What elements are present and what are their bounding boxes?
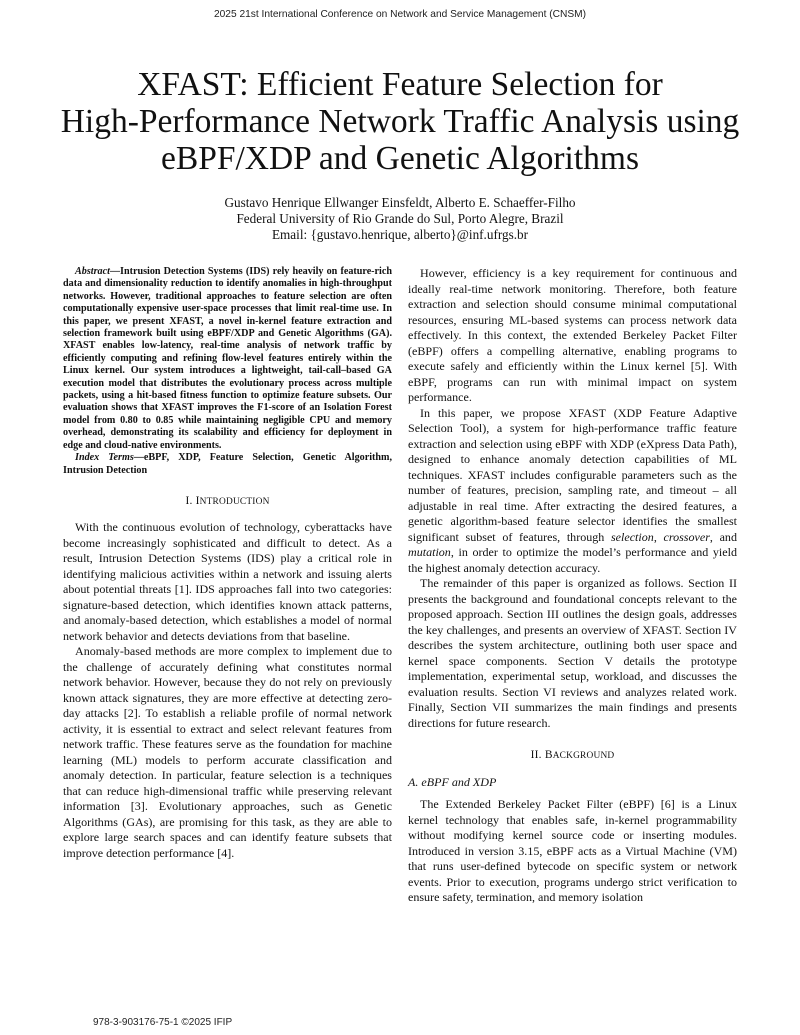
title-line-1: XFAST: Efficient Feature Selection for — [137, 66, 663, 103]
intro-paragraph-4: In this paper, we propose XFAST (XDP Feature Adaptive Selection Tool), a system for high-performance traffic feature extraction and selection using eBPF with XDP (eXpress Data Path), designed to enhance anomaly detection capabilities of ML techniques. XFAST includes configurable parameters such as the number of features, precision, sampling rate, and timeout – all adjustable in real time. After extracting the desired features, a genetic algorithm-based feature selector identifies the smallest significant subset of features, through selection, crossover, and mutation, in order to optimize the model’s performance and yield the highest anomaly detection accuracy. — [408, 405, 737, 575]
intro-paragraph-3: However, efficiency is a key requirement for continuous and ideally real-time network monitoring. Therefore, both feature extraction and selection should consume minimal computational resources, ensuring ML-based systems can process network data effectively. In this context, the extended Berkeley Packet Filter (eBPF) offers a compelling alternative, enabling programs to execute safely and efficiently within the Linux kernel [5]. With eBPF, programs can run with minimal impact on system performance. — [408, 266, 737, 404]
index-terms-label: Index Terms — [75, 452, 134, 464]
author-affiliation: Federal University of Rio Grande do Sul, Porto Alegre, Brazil — [236, 211, 564, 226]
paper-title — [40, 66, 760, 177]
intro-paragraph-2: Anomaly-based methods are more complex to implement due to the challenge of accurately defining what constitutes normal network behavior. However, because they do not rely on previously known attack signatures, they are more effective at detecting zero-day attacks [2]. To establish a reliable profile of normal network activity, it is essential to extract and select relevant features from network traffic. These features serve as the foundation for machine learning (ML) models to perform accurate classification and anomaly detection. In particular, feature selection is a techniques that can reduce high-dimensional traffic while preserving relevant information [3]. Evolutionary approaches, such as Genetic Algorithms (GAs), are promising for this task, as they are able to explore large search spaces and can identify feature subsets that improve detection performance [4]. — [63, 644, 392, 860]
section-heading-introduction: I. INTRODUCTION — [185, 494, 270, 507]
title-line-3: eBPF/XDP and Genetic Algorithms — [161, 140, 639, 177]
author-email: Email: {gustavo.henrique, alberto}@inf.ufrgs.br — [271, 227, 529, 242]
left-column — [63, 266, 392, 861]
background-paragraph-1: The Extended Berkeley Packet Filter (eBPF) [6] is a Linux kernel technology that enables safe, in-kernel programmability without modifying kernel source code or inserting modules. Introduced in version 3.15, eBPF acts as a Virtual Machine (VM) that runs user-defined bytecode on specific system or network events. Prior to execution, programs undergo strict verification to ensure safety, termination, and memory isolation — [408, 797, 737, 904]
index-terms-text: —eBPF, XDP, Feature Selection, Genetic Algorithm, Intrusion Detection — [63, 452, 392, 476]
author-block — [0, 195, 800, 243]
conference-header: 2025 21st International Conference on Network and Service Management (CNSM) — [213, 9, 587, 20]
footer-isbn: 978-3-903176-75-1 ©2025 IFIP — [93, 1017, 233, 1028]
abstract-text: —Intrusion Detection Systems (IDS) rely heavily on feature-rich data and dimensionality reduction to identify anomalies in high-throughput networks. However, traditional approaches to feature selection are often computationally expensive user-space processes that limit real-time use. In this paper, we present XFAST, a novel in-kernel feature extraction and selection framework built using eBPF/XDP and Genetic Algorithms (GA). XFAST enables low-latency, real-time analysis of network traffic by efficiently computing and refining flow-level features entirely within the Linux kernel. Our system introduces a lightweight, tail-call–based GA execution model that distributes the evolutionary process across multiple packets, using a hit-based fitness function to optimize feature subsets. Our evaluation shows that XFAST improves the F1-score of an Isolation Forest model from 0.80 to 0.85 while maintaining negligible CPU and memory overhead, demonstrating its scalability and efficiency for deployment in edge and cloud-native environments. — [63, 266, 392, 451]
subsection-heading-ebpf-xdp: A. eBPF and XDP — [408, 774, 497, 789]
intro-paragraph-1: With the continuous evolution of technology, cyberattacks have become increasingly sophisticated and difficult to detect. As a result, Intrusion Detection Systems (IDS) play a critical role in identifying malicious activities within a network and issuing alerts about potential threats [1]. IDS approaches fall into two categories: signature-based detection, which identifies known attack patterns, and anomaly-based detection, which establishes a model of normal network behavior and detects deviations from that baseline. — [63, 520, 392, 643]
author-names: Gustavo Henrique Ellwanger Einsfeldt, Alberto E. Schaeffer-Filho — [224, 195, 576, 210]
index-terms — [63, 452, 392, 477]
abstract — [63, 266, 392, 452]
section-heading-background: II. BACKGROUND — [530, 749, 615, 761]
title-line-2: High-Performance Network Traffic Analysis using — [60, 103, 740, 140]
abstract-label: Abstract — [75, 266, 110, 277]
right-column — [408, 266, 737, 906]
intro-paragraph-5: The remainder of this paper is organized as follows. Section II presents the background and foundational concepts relevant to the proposed approach. Section III outlines the design goals, addresses the key challenges, and presents an overview of XFAST. Section IV describes the system architecture, outlining both user space and kernel space components. Section V details the prototype implementation, experimental setup, workload, and discusses the evaluation results. Section VI reviews and analyzes related work. Finally, Section VII summarizes the main findings and presents directions for future research. — [408, 576, 737, 730]
